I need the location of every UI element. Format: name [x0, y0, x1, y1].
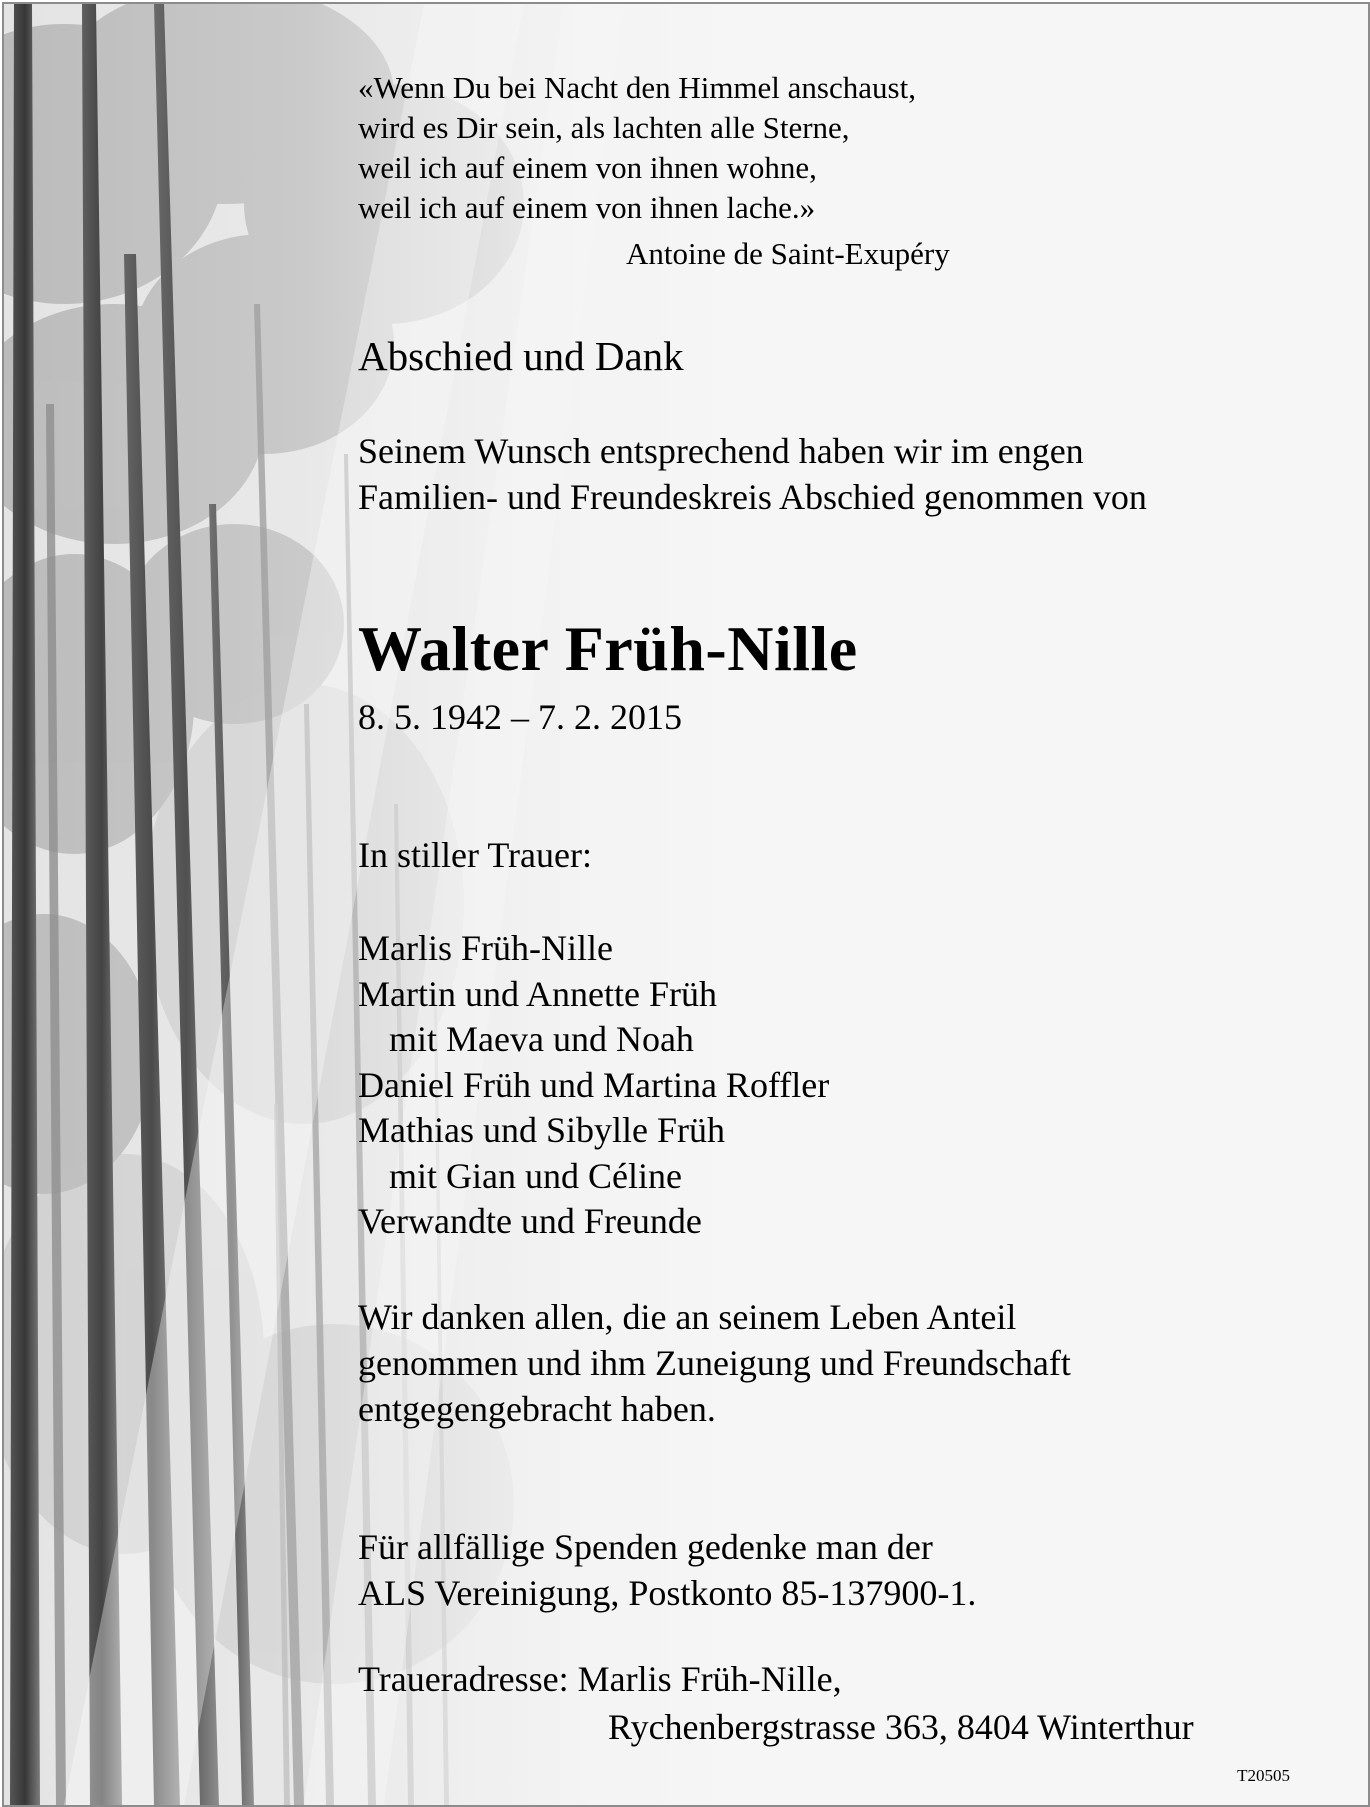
quote-block — [358, 68, 916, 228]
intro-line: Seinem Wunsch entsprechend haben wir im engen — [358, 431, 1084, 471]
mourner-item: Martin und Annette Früh — [358, 973, 717, 1014]
quote-line: «Wenn Du bei Nacht den Himmel anschaust, — [358, 70, 916, 105]
intro-text — [358, 428, 1147, 520]
quote-line: wird es Dir sein, als lachten alle Sterne, — [358, 110, 850, 145]
reference-code: T20505 — [1237, 1766, 1290, 1785]
intro-line: Familien- und Freundeskreis Abschied genommen von — [358, 477, 1147, 517]
mourner-item: mit Gian und Céline — [389, 1155, 682, 1196]
thanks-line: entgegengebracht haben. — [358, 1389, 716, 1429]
thanks-line: genommen und ihm Zuneigung und Freundschaft — [358, 1343, 1071, 1383]
mourner-item: Verwandte und Freunde — [358, 1201, 702, 1241]
thanks-line: Wir danken allen, die an seinem Leben Anteil — [358, 1297, 1017, 1337]
mourning-address-street: Rychenbergstrasse 363, 8404 Winterthur — [608, 1707, 1194, 1747]
mourning-address: Traueradresse: Marlis Früh-Nille, — [358, 1659, 842, 1699]
quote-author: Antoine de Saint-Exupéry — [626, 236, 950, 271]
donation-text — [358, 1524, 976, 1616]
mourner-item: Marlis Früh-Nille — [358, 928, 613, 968]
donation-line: ALS Vereinigung, Postkonto 85-137900-1. — [358, 1573, 977, 1613]
obituary-page — [2, 2, 1370, 1807]
thanks-text — [358, 1294, 1071, 1432]
deceased-dates: 8. 5. 1942 – 7. 2. 2015 — [358, 697, 682, 737]
mourner-item: Mathias und Sibylle Früh — [358, 1110, 725, 1150]
quote-line: weil ich auf einem von ihnen lache.» — [358, 190, 816, 225]
mourner-item: mit Maeva und Noah — [389, 1019, 694, 1059]
deceased-name: Walter Früh-Nille — [358, 613, 858, 684]
mourning-label: In stiller Trauer: — [358, 835, 592, 875]
mourner-item: Daniel Früh und Martina Roffler — [358, 1064, 830, 1105]
mourners-list — [358, 926, 829, 1245]
section-heading: Abschied und Dank — [358, 333, 684, 379]
quote-line: weil ich auf einem von ihnen wohne, — [358, 150, 817, 185]
donation-line: Für allfällige Spenden gedenke man der — [358, 1527, 933, 1567]
